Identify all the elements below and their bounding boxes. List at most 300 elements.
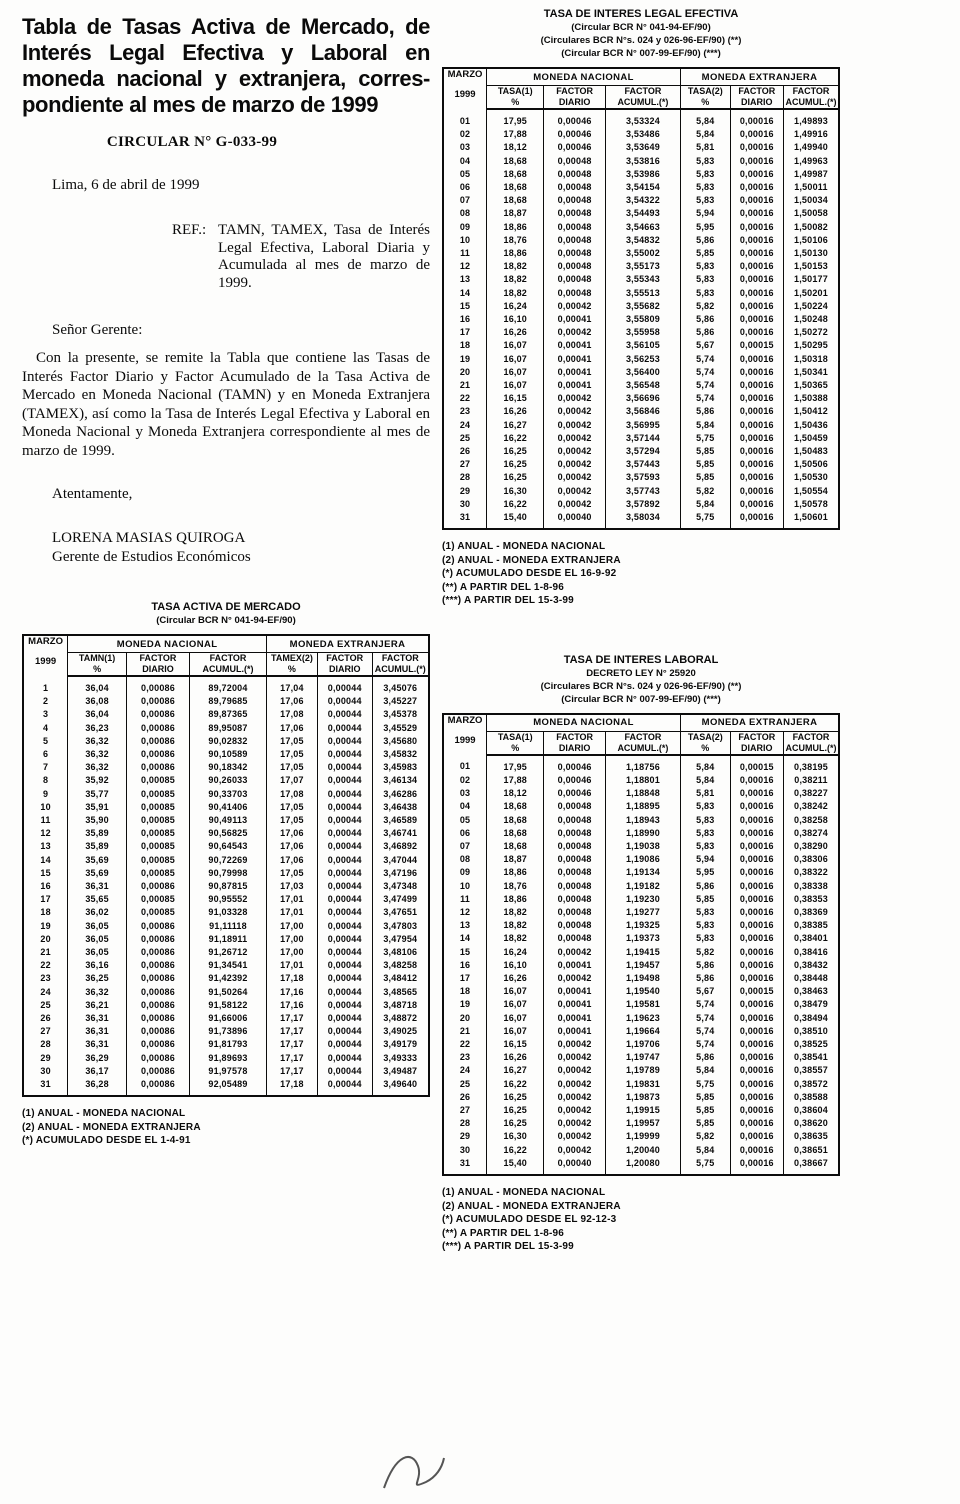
day-cell: 27 xyxy=(443,1104,487,1117)
table-cell: 5,75 xyxy=(681,1078,731,1091)
table-row xyxy=(23,695,429,708)
day-cell: 20 xyxy=(23,933,68,946)
day-cell: 18 xyxy=(443,339,487,352)
table-cell: 18,82 xyxy=(487,919,544,932)
table-cell: 0,00048 xyxy=(544,221,605,234)
table-cell: 1,50388 xyxy=(784,392,839,405)
day-cell: 01 xyxy=(443,755,487,774)
table-cell: 18,68 xyxy=(487,155,544,168)
table-row xyxy=(23,814,429,827)
table-cell: 5,67 xyxy=(681,339,731,352)
table-cell: 3,57593 xyxy=(605,471,680,484)
table-cell: 0,00016 xyxy=(730,1130,783,1143)
table-cell: 0,00016 xyxy=(730,1012,783,1025)
day-cell: 09 xyxy=(443,221,487,234)
table-cell: 0,00086 xyxy=(127,708,190,721)
table-row xyxy=(443,273,839,286)
table-cell: 5,67 xyxy=(681,985,731,998)
table-cell: 1,19915 xyxy=(605,1104,680,1117)
table-row xyxy=(443,972,839,985)
salutation: Señor Gerente: xyxy=(52,322,143,338)
table-cell: 0,00040 xyxy=(544,511,605,529)
table-cell: 0,00042 xyxy=(544,1144,605,1157)
table-cell: 0,00044 xyxy=(317,1078,372,1096)
table-cell: 18,68 xyxy=(487,181,544,194)
table-cell: 1,49893 xyxy=(784,109,839,128)
table-row xyxy=(443,1091,839,1104)
table-cell: 90,26033 xyxy=(189,774,266,787)
table-cell: 3,45983 xyxy=(372,761,429,774)
table-cell: 3,46892 xyxy=(372,840,429,853)
table-cell: 0,00016 xyxy=(730,366,783,379)
table-cell: 0,00016 xyxy=(730,1051,783,1064)
table-cell: 17,04 xyxy=(267,676,318,695)
table-cell: 3,47803 xyxy=(372,920,429,933)
table-cell: 0,00016 xyxy=(730,1117,783,1130)
table-cell: 0,00048 xyxy=(544,919,605,932)
table-cell: 17,17 xyxy=(267,1012,318,1025)
table-cell: 0,00016 xyxy=(730,432,783,445)
table-cell: 5,85 xyxy=(681,1091,731,1104)
table-cell: 1,19706 xyxy=(605,1038,680,1051)
table-cell: 0,00085 xyxy=(127,893,190,906)
table-cell: 3,56253 xyxy=(605,353,680,366)
table-cell: 0,00086 xyxy=(127,959,190,972)
table-cell: 0,00048 xyxy=(544,932,605,945)
table-row xyxy=(443,774,839,787)
table-cell: 17,00 xyxy=(267,933,318,946)
table-cell: 90,72269 xyxy=(189,854,266,867)
table-cell: 3,46741 xyxy=(372,827,429,840)
table-cell: 18,68 xyxy=(487,827,544,840)
table-cell: 5,84 xyxy=(681,1144,731,1157)
table-row xyxy=(23,867,429,880)
table-cell: 1,49940 xyxy=(784,141,839,154)
table-cell: 5,81 xyxy=(681,787,731,800)
currency-group-header: MONEDA EXTRANJERA xyxy=(681,68,839,86)
table-cell: 5,94 xyxy=(681,207,731,220)
table-cell: 1,19957 xyxy=(605,1117,680,1130)
document-title-line: moneda nacional y extranjera, corres- xyxy=(22,66,430,91)
table-cell: 1,50436 xyxy=(784,419,839,432)
table-cell: 36,31 xyxy=(68,880,127,893)
mercado-footnotes-line: (2) ANUAL - MONEDA EXTRANJERA xyxy=(22,1121,201,1133)
table-cell: 3,55513 xyxy=(605,287,680,300)
table-cell: 3,57294 xyxy=(605,445,680,458)
table-cell: 1,50224 xyxy=(784,300,839,313)
table-cell: 16,22 xyxy=(487,1144,544,1157)
day-cell: 9 xyxy=(23,788,68,801)
table-cell: 0,00044 xyxy=(317,735,372,748)
table-cell: 3,53324 xyxy=(605,109,680,128)
table-cell: 90,95552 xyxy=(189,893,266,906)
date-line: Lima, 6 de abril de 1999 xyxy=(52,177,200,193)
day-cell: 14 xyxy=(443,287,487,300)
table-cell: 0,00016 xyxy=(730,471,783,484)
table-cell: 16,10 xyxy=(487,959,544,972)
table-cell: 17,06 xyxy=(267,695,318,708)
table-cell: 1,19277 xyxy=(605,906,680,919)
day-cell: 03 xyxy=(443,787,487,800)
table-cell: 36,29 xyxy=(68,1052,127,1065)
table-cell: 5,86 xyxy=(681,972,731,985)
table-cell: 5,86 xyxy=(681,880,731,893)
document-title-line: pondiente al mes de marzo de 1999 xyxy=(22,92,379,117)
table-cell: 1,50295 xyxy=(784,339,839,352)
table-cell: 36,17 xyxy=(68,1065,127,1078)
closing: Atentamente, xyxy=(52,486,133,502)
table-cell: 16,25 xyxy=(487,1104,544,1117)
table-cell: 3,45529 xyxy=(372,722,429,735)
table-cell: 0,00086 xyxy=(127,1025,190,1038)
table-cell: 17,05 xyxy=(267,761,318,774)
table-row xyxy=(443,998,839,1011)
table-cell: 0,00016 xyxy=(730,827,783,840)
table-cell: 91,34541 xyxy=(189,959,266,972)
table-cell: 0,00086 xyxy=(127,1012,190,1025)
table-cell: 0,00044 xyxy=(317,722,372,735)
table-cell: 16,24 xyxy=(487,946,544,959)
table-cell: 0,00044 xyxy=(317,1012,372,1025)
table-cell: 0,00086 xyxy=(127,676,190,695)
table-cell: 0,00044 xyxy=(317,840,372,853)
table-cell: 0,38604 xyxy=(784,1104,839,1117)
table-cell: 17,05 xyxy=(267,867,318,880)
table-cell: 3,47954 xyxy=(372,933,429,946)
table-cell: 16,07 xyxy=(487,1012,544,1025)
table-cell: 3,47044 xyxy=(372,854,429,867)
table-row xyxy=(23,880,429,893)
table-cell: 3,47499 xyxy=(372,893,429,906)
table-cell: 0,00041 xyxy=(544,1012,605,1025)
day-cell: 31 xyxy=(23,1078,68,1096)
currency-group-header: MONEDA EXTRANJERA xyxy=(681,714,839,732)
table-row xyxy=(443,260,839,273)
day-cell: 17 xyxy=(23,893,68,906)
table-cell: 3,54493 xyxy=(605,207,680,220)
table-row xyxy=(443,1064,839,1077)
table-cell: 3,56400 xyxy=(605,366,680,379)
table-cell: 3,55809 xyxy=(605,313,680,326)
table-row xyxy=(443,1051,839,1064)
table-row xyxy=(443,787,839,800)
table-cell: 1,50177 xyxy=(784,273,839,286)
table-cell: 0,38401 xyxy=(784,932,839,945)
table-cell: 0,38322 xyxy=(784,866,839,879)
table-cell: 0,00016 xyxy=(730,511,783,529)
table-cell: 0,00048 xyxy=(544,207,605,220)
table-cell: 3,56995 xyxy=(605,419,680,432)
table-cell: 36,05 xyxy=(68,920,127,933)
table-cell: 5,82 xyxy=(681,485,731,498)
table-cell: 90,10589 xyxy=(189,748,266,761)
day-cell: 28 xyxy=(23,1038,68,1051)
day-cell: 3 xyxy=(23,708,68,721)
table-cell: 0,00041 xyxy=(544,1025,605,1038)
table-row xyxy=(443,128,839,141)
table-cell: 0,00016 xyxy=(730,853,783,866)
table-cell: 0,00015 xyxy=(730,339,783,352)
table-cell: 0,00016 xyxy=(730,326,783,339)
table-cell: 17,06 xyxy=(267,854,318,867)
table-cell: 18,12 xyxy=(487,787,544,800)
table-cell: 17,17 xyxy=(267,1052,318,1065)
table-cell: 5,85 xyxy=(681,893,731,906)
table-cell: 3,55682 xyxy=(605,300,680,313)
day-cell: 24 xyxy=(443,1064,487,1077)
table-cell: 0,00048 xyxy=(544,273,605,286)
laboral-footnotes-line: (*) ACUMULADO DESDE EL 92-12-3 xyxy=(442,1214,617,1226)
table-cell: 3,49487 xyxy=(372,1065,429,1078)
table-row xyxy=(443,458,839,471)
table-cell: 0,00016 xyxy=(730,840,783,853)
table-cell: 1,18848 xyxy=(605,787,680,800)
table-cell: 5,74 xyxy=(681,1012,731,1025)
day-cell: 06 xyxy=(443,181,487,194)
table-cell: 0,00016 xyxy=(730,919,783,932)
table-cell: 0,00016 xyxy=(730,300,783,313)
table-cell: 3,45378 xyxy=(372,708,429,721)
day-cell: 26 xyxy=(23,1012,68,1025)
table-cell: 0,00085 xyxy=(127,774,190,787)
table-cell: 5,83 xyxy=(681,155,731,168)
table-row xyxy=(443,498,839,511)
table-row xyxy=(443,1130,839,1143)
table-cell: 17,18 xyxy=(267,1078,318,1096)
table-cell: 0,00085 xyxy=(127,827,190,840)
day-cell: 16 xyxy=(443,959,487,972)
table-cell: 0,00016 xyxy=(730,207,783,220)
table-cell: 35,69 xyxy=(68,854,127,867)
table-cell: 0,00085 xyxy=(127,801,190,814)
day-cell: 11 xyxy=(23,814,68,827)
table-cell: 3,46134 xyxy=(372,774,429,787)
table-cell: 5,74 xyxy=(681,353,731,366)
table-cell: 0,00016 xyxy=(730,972,783,985)
signer-name: LORENA MASIAS QUIROGA xyxy=(52,530,246,546)
day-cell: 29 xyxy=(443,485,487,498)
table-cell: 18,86 xyxy=(487,893,544,906)
table-cell: 3,46286 xyxy=(372,788,429,801)
table-row xyxy=(443,221,839,234)
table-row xyxy=(443,419,839,432)
table-cell: 0,00086 xyxy=(127,1038,190,1051)
table-cell: 16,25 xyxy=(487,445,544,458)
signature-block xyxy=(22,529,430,567)
day-cell: 28 xyxy=(443,471,487,484)
table-cell: 91,03328 xyxy=(189,906,266,919)
reference-block xyxy=(22,222,430,292)
table-cell: 5,84 xyxy=(681,774,731,787)
table-cell: 0,00042 xyxy=(544,1117,605,1130)
day-cell: 03 xyxy=(443,141,487,154)
table-cell: 1,50272 xyxy=(784,326,839,339)
table-cell: 0,38306 xyxy=(784,853,839,866)
mercado-table-title-line: TASA ACTIVA DE MERCADO xyxy=(151,601,301,613)
day-cell: 17 xyxy=(443,326,487,339)
table-cell: 18,82 xyxy=(487,932,544,945)
day-cell: 31 xyxy=(443,511,487,529)
table-row xyxy=(443,485,839,498)
table-row xyxy=(443,919,839,932)
table-cell: 1,20080 xyxy=(605,1157,680,1175)
table-cell: 5,84 xyxy=(681,109,731,128)
document-title-line: Interés Legal Efectiva y Laboral en xyxy=(22,40,430,65)
table-cell: 0,00016 xyxy=(730,379,783,392)
currency-group-header: MONEDA NACIONAL xyxy=(68,635,267,653)
table-row xyxy=(443,985,839,998)
day-cell: 10 xyxy=(23,801,68,814)
currency-group-header: MONEDA NACIONAL xyxy=(487,68,681,86)
table-cell: 0,00085 xyxy=(127,788,190,801)
table-cell: 0,00042 xyxy=(544,1130,605,1143)
left-column xyxy=(22,14,430,1148)
table-cell: 17,03 xyxy=(267,880,318,893)
day-cell: 12 xyxy=(443,906,487,919)
table-cell: 3,47348 xyxy=(372,880,429,893)
day-cell: 04 xyxy=(443,155,487,168)
table-cell: 91,50264 xyxy=(189,986,266,999)
table-cell: 3,45832 xyxy=(372,748,429,761)
column-header: FACTOR ACUMUL.(*) xyxy=(605,86,680,110)
table-cell: 5,83 xyxy=(681,814,731,827)
day-cell: 4 xyxy=(23,722,68,735)
day-cell: 12 xyxy=(443,260,487,273)
table-row xyxy=(23,1065,429,1078)
table-cell: 1,50034 xyxy=(784,194,839,207)
day-cell: 14 xyxy=(23,854,68,867)
table-cell: 0,00046 xyxy=(544,141,605,154)
day-cell: 19 xyxy=(443,998,487,1011)
table-cell: 16,26 xyxy=(487,972,544,985)
table-cell: 16,26 xyxy=(487,1051,544,1064)
table-cell: 5,84 xyxy=(681,755,731,774)
table-cell: 0,00016 xyxy=(730,1078,783,1091)
day-cell: 30 xyxy=(443,1144,487,1157)
mercado-table-section xyxy=(22,601,430,1148)
table-cell: 0,00041 xyxy=(544,998,605,1011)
table-cell: 5,74 xyxy=(681,392,731,405)
laboral-table-section xyxy=(442,654,840,1254)
day-cell: 10 xyxy=(443,880,487,893)
table-cell: 5,85 xyxy=(681,445,731,458)
table-cell: 17,88 xyxy=(487,128,544,141)
table-cell: 5,83 xyxy=(681,287,731,300)
table-cell: 17,16 xyxy=(267,986,318,999)
legal-table-title-line: (Circulares BCR N°s. 024 y 026-96-EF/90) (**) xyxy=(540,35,742,46)
table-cell: 0,38463 xyxy=(784,985,839,998)
table-cell: 0,00086 xyxy=(127,999,190,1012)
legal-table-title-line: TASA DE INTERES LEGAL EFECTIVA xyxy=(543,8,739,20)
table-cell: 3,48565 xyxy=(372,986,429,999)
table-cell: 0,00040 xyxy=(544,1157,605,1175)
table-cell: 0,00046 xyxy=(544,787,605,800)
laboral-table-title-line: (Circulares BCR N°s. 024 y 026-96-EF/90) (**) xyxy=(540,680,742,692)
table-cell: 0,00044 xyxy=(317,906,372,919)
day-cell: 09 xyxy=(443,866,487,879)
table-row xyxy=(443,405,839,418)
table-row xyxy=(23,761,429,774)
table-cell: 0,00044 xyxy=(317,959,372,972)
day-cell: 23 xyxy=(443,405,487,418)
table-cell: 0,00016 xyxy=(730,800,783,813)
table-cell: 15,40 xyxy=(487,511,544,529)
table-cell: 0,00042 xyxy=(544,392,605,405)
table-row xyxy=(23,854,429,867)
table-cell: 5,86 xyxy=(681,313,731,326)
table-cell: 1,50318 xyxy=(784,353,839,366)
table-cell: 36,04 xyxy=(68,676,127,695)
table-row xyxy=(443,959,839,972)
table-cell: 1,50483 xyxy=(784,445,839,458)
table-row xyxy=(443,109,839,128)
laboral-table-title-line: TASA DE INTERES LABORAL xyxy=(563,653,719,666)
table-cell: 35,91 xyxy=(68,801,127,814)
legal-footnotes-line: (**) A PARTIR DEL 1-8-96 xyxy=(442,581,565,593)
table-cell: 0,00044 xyxy=(317,920,372,933)
table-cell: 0,00044 xyxy=(317,788,372,801)
day-cell: 19 xyxy=(443,353,487,366)
table-cell: 0,00046 xyxy=(544,774,605,787)
table-cell: 1,50248 xyxy=(784,313,839,326)
table-cell: 91,73896 xyxy=(189,1025,266,1038)
column-header: FACTOR DIARIO xyxy=(544,86,605,110)
day-cell: 17 xyxy=(443,972,487,985)
table-row xyxy=(443,181,839,194)
table-cell: 5,82 xyxy=(681,946,731,959)
table-cell: 0,00016 xyxy=(730,273,783,286)
table-cell: 3,53486 xyxy=(605,128,680,141)
table-cell: 0,00048 xyxy=(544,247,605,260)
day-cell: 12 xyxy=(23,827,68,840)
table-cell: 0,00041 xyxy=(544,959,605,972)
table-cell: 3,56696 xyxy=(605,392,680,405)
table-cell: 17,17 xyxy=(267,1065,318,1078)
table-cell: 89,72004 xyxy=(189,676,266,695)
column-header: TASA(1) % xyxy=(487,86,544,110)
table-cell: 3,57144 xyxy=(605,432,680,445)
table-cell: 1,50530 xyxy=(784,471,839,484)
table-cell: 0,00046 xyxy=(544,109,605,128)
table-row xyxy=(23,1038,429,1051)
table-cell: 90,33703 xyxy=(189,788,266,801)
table-cell: 0,00085 xyxy=(127,867,190,880)
table-cell: 17,06 xyxy=(267,840,318,853)
table-cell: 0,00086 xyxy=(127,735,190,748)
table-row xyxy=(23,735,429,748)
ref-text: TAMN, TAMEX, Tasa de Interés Legal Efectiva, Laboral Diaria y Acumulada al mes de marzo de 1999. xyxy=(218,222,430,291)
table-cell: 18,68 xyxy=(487,800,544,813)
table-row xyxy=(443,287,839,300)
table-row xyxy=(23,1052,429,1065)
table-row xyxy=(443,326,839,339)
table-cell: 0,00042 xyxy=(544,972,605,985)
table-cell: 1,18801 xyxy=(605,774,680,787)
table-cell: 5,83 xyxy=(681,827,731,840)
table-cell: 3,46589 xyxy=(372,814,429,827)
table-cell: 90,49113 xyxy=(189,814,266,827)
table-cell: 1,18990 xyxy=(605,827,680,840)
table-cell: 0,00048 xyxy=(544,800,605,813)
table-cell: 3,47651 xyxy=(372,906,429,919)
laboral-footnotes-line: (***) A PARTIR DEL 15-3-99 xyxy=(442,1241,574,1253)
table-cell: 0,00086 xyxy=(127,761,190,774)
table-cell: 5,74 xyxy=(681,1038,731,1051)
table-cell: 0,00016 xyxy=(730,946,783,959)
table-cell: 0,00016 xyxy=(730,959,783,972)
table-cell: 0,00086 xyxy=(127,986,190,999)
table-cell: 36,32 xyxy=(68,748,127,761)
